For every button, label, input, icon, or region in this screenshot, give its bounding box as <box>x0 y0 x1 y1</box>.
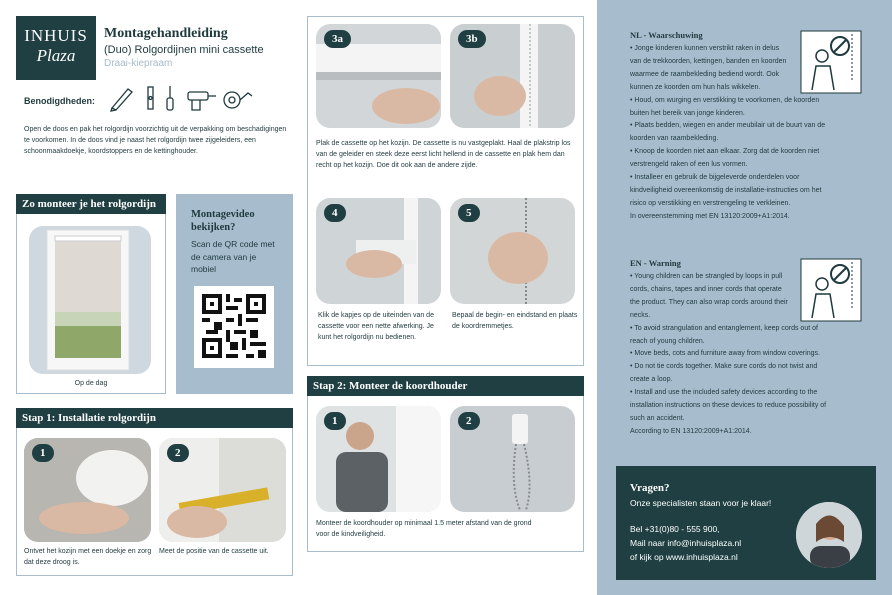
step1-badge-1: 1 <box>32 444 54 462</box>
warning-en-p4: • Do not tie cords together. Make sure cords do not twist and create a loop. <box>630 363 818 384</box>
warning-nl-p3: • Plaats bedden, wiegen en ander meubilair uit de buurt van de koorden van raambekleding. <box>630 122 826 143</box>
step1-badge-2: 2 <box>167 444 189 462</box>
warning-nl-title: NL - Waarschuwing <box>630 30 703 40</box>
step3-caption: Plak de cassette op het kozijn. De cassette is nu vastgeplakt. Haal de plakstrip los van de geleider en steek deze eerst licht hellend in de cassette en plak hem dan recht op het kozijn. Doe dit ook aan de andere zijde. <box>316 140 571 169</box>
warning-nl-p6: In overeenstemming met EN 13120:2009+A1:2014. <box>630 212 790 220</box>
howto-title: Zo monteer je het rolgordijn <box>16 194 166 214</box>
step3a-photo <box>316 24 441 128</box>
pencil-icon <box>111 89 132 111</box>
page-title: Montagehandleiding <box>104 26 228 41</box>
video-text: Scan de QR code met de camera van je mobiel <box>191 239 275 274</box>
warning-nl <box>630 30 826 224</box>
warning-en-p1: • Young children can be strangled by loops in pull cords, chains, tapes and inner cords that operate the product. They can also wrap cords around their necks. <box>630 273 788 319</box>
howto-caption: Op de dag <box>74 380 108 387</box>
logo-line1: INHUIS <box>24 26 88 45</box>
page-subtitle: (Duo) Rolgordijnen mini cassette <box>104 44 264 56</box>
warning-en <box>630 258 827 439</box>
step2-badge-1: 1 <box>324 412 346 430</box>
specialist-avatar <box>796 502 862 568</box>
tools-label: Benodigdheden: <box>24 96 95 106</box>
drill-icon <box>188 92 216 110</box>
step4-caption: Klik de kapjes op de uiteinden van de cassette voor een nette afwerking. Je kunt het rolgordijn nu bedienen. <box>318 312 434 341</box>
step2-title: Stap 2: Monteer de koordhouder <box>307 376 584 396</box>
step5-photo <box>450 198 575 304</box>
warning-nl-p4: • Knoop de koorden niet aan elkaar. Zorg dat de koorden niet verstrengeld raken of een lus vormen. <box>630 148 820 169</box>
screwdriver-icon <box>167 86 173 110</box>
step1-photo-1 <box>24 438 151 542</box>
step5-badge: 5 <box>458 204 480 222</box>
step1-caption-2: Meet de positie van de cassette uit. <box>159 548 269 555</box>
contact-web[interactable]: of kijk op www.inhuisplaza.nl <box>630 552 738 562</box>
window-photo <box>29 226 151 374</box>
brand-logo <box>16 16 96 80</box>
tape-measure-icon <box>224 92 252 108</box>
step3a-badge: 3a <box>324 30 351 48</box>
child-safety-warning-icon-en <box>800 258 862 322</box>
logo-line2: Plaza <box>36 46 76 65</box>
child-safety-warning-icon-nl <box>800 30 862 94</box>
qr-code[interactable] <box>194 286 274 368</box>
step3b-photo <box>450 24 575 128</box>
tools-icons <box>108 84 258 112</box>
warning-en-p2: • To avoid strangulation and entanglement, keep cords out of reach of young children. <box>630 324 818 345</box>
warning-en-p6: According to EN 13120:2009+A1:2014. <box>630 427 752 435</box>
warning-en-p5: • Install and use the included safety devices according to the installation instructions on these devices to reduce possibility of such an accident. <box>630 389 827 422</box>
level-icon <box>148 87 153 109</box>
warning-nl-p1: • Jonge kinderen kunnen verstrikt raken in delus van de trekkoorden, kettingen, banden en koorden waarmee de raambekleding bediend wordt. Ook kunnen ze koorden om hun hals wikkelen. <box>630 45 787 91</box>
step3b-badge: 3b <box>458 30 486 48</box>
video-title: Montagevideo bekijken? <box>191 209 255 233</box>
intro-text: Open de doos en pak het rolgordijn voorzichtig uit de verpakking om beschadigingen te voorkomen. In de doos vind je naast het rolgordijn twee zijgeleiders, een schoonmaakdoekje, koordstoppers en de kettinghouder. <box>24 126 287 155</box>
warning-nl-p5: • Installeer en gebruik de bijgeleverde onderdelen voor kindveiligheid overeenkomstig de installatie-instructies om het risico op verstikking en verstrengeling te verkleinen. <box>630 174 822 207</box>
contact-subtitle: Onze specialisten staan voor je klaar! <box>630 498 772 508</box>
step5-caption: Bepaal de begin- en eindstand en plaats de koordremmetjes. <box>452 312 578 330</box>
step2-photo-1 <box>316 406 441 512</box>
contact-title: Vragen? <box>630 482 670 494</box>
page-variant: Draai-kiepraam <box>104 58 173 69</box>
warning-en-p3: • Move beds, cots and furniture away from window coverings. <box>630 350 820 358</box>
step1-photo-2 <box>159 438 286 542</box>
step2-caption: Monteer de koordhouder op minimaal 1.5 meter afstand van de grond voor de kindveiligheid. <box>316 520 532 538</box>
warning-en-title: EN - Warning <box>630 258 681 268</box>
warning-nl-p2: • Houd, om wurging en verstikking te voorkomen, de koorden buiten het bereik van jonge kinderen. <box>630 96 820 117</box>
step4-photo <box>316 198 441 304</box>
step1-title: Stap 1: Installatie rolgordijn <box>16 408 293 428</box>
step2-badge-2: 2 <box>458 412 480 430</box>
contact-phone[interactable]: Bel +31(0)80 - 555 900, <box>630 524 720 534</box>
step4-badge: 4 <box>324 204 346 222</box>
contact-mail[interactable]: Mail naar info@inhuisplaza.nl <box>630 538 742 548</box>
step1-caption-1: Ontvet het kozijn met een doekje en zorg dat deze droog is. <box>24 548 152 566</box>
step2-photo-2 <box>450 406 575 512</box>
